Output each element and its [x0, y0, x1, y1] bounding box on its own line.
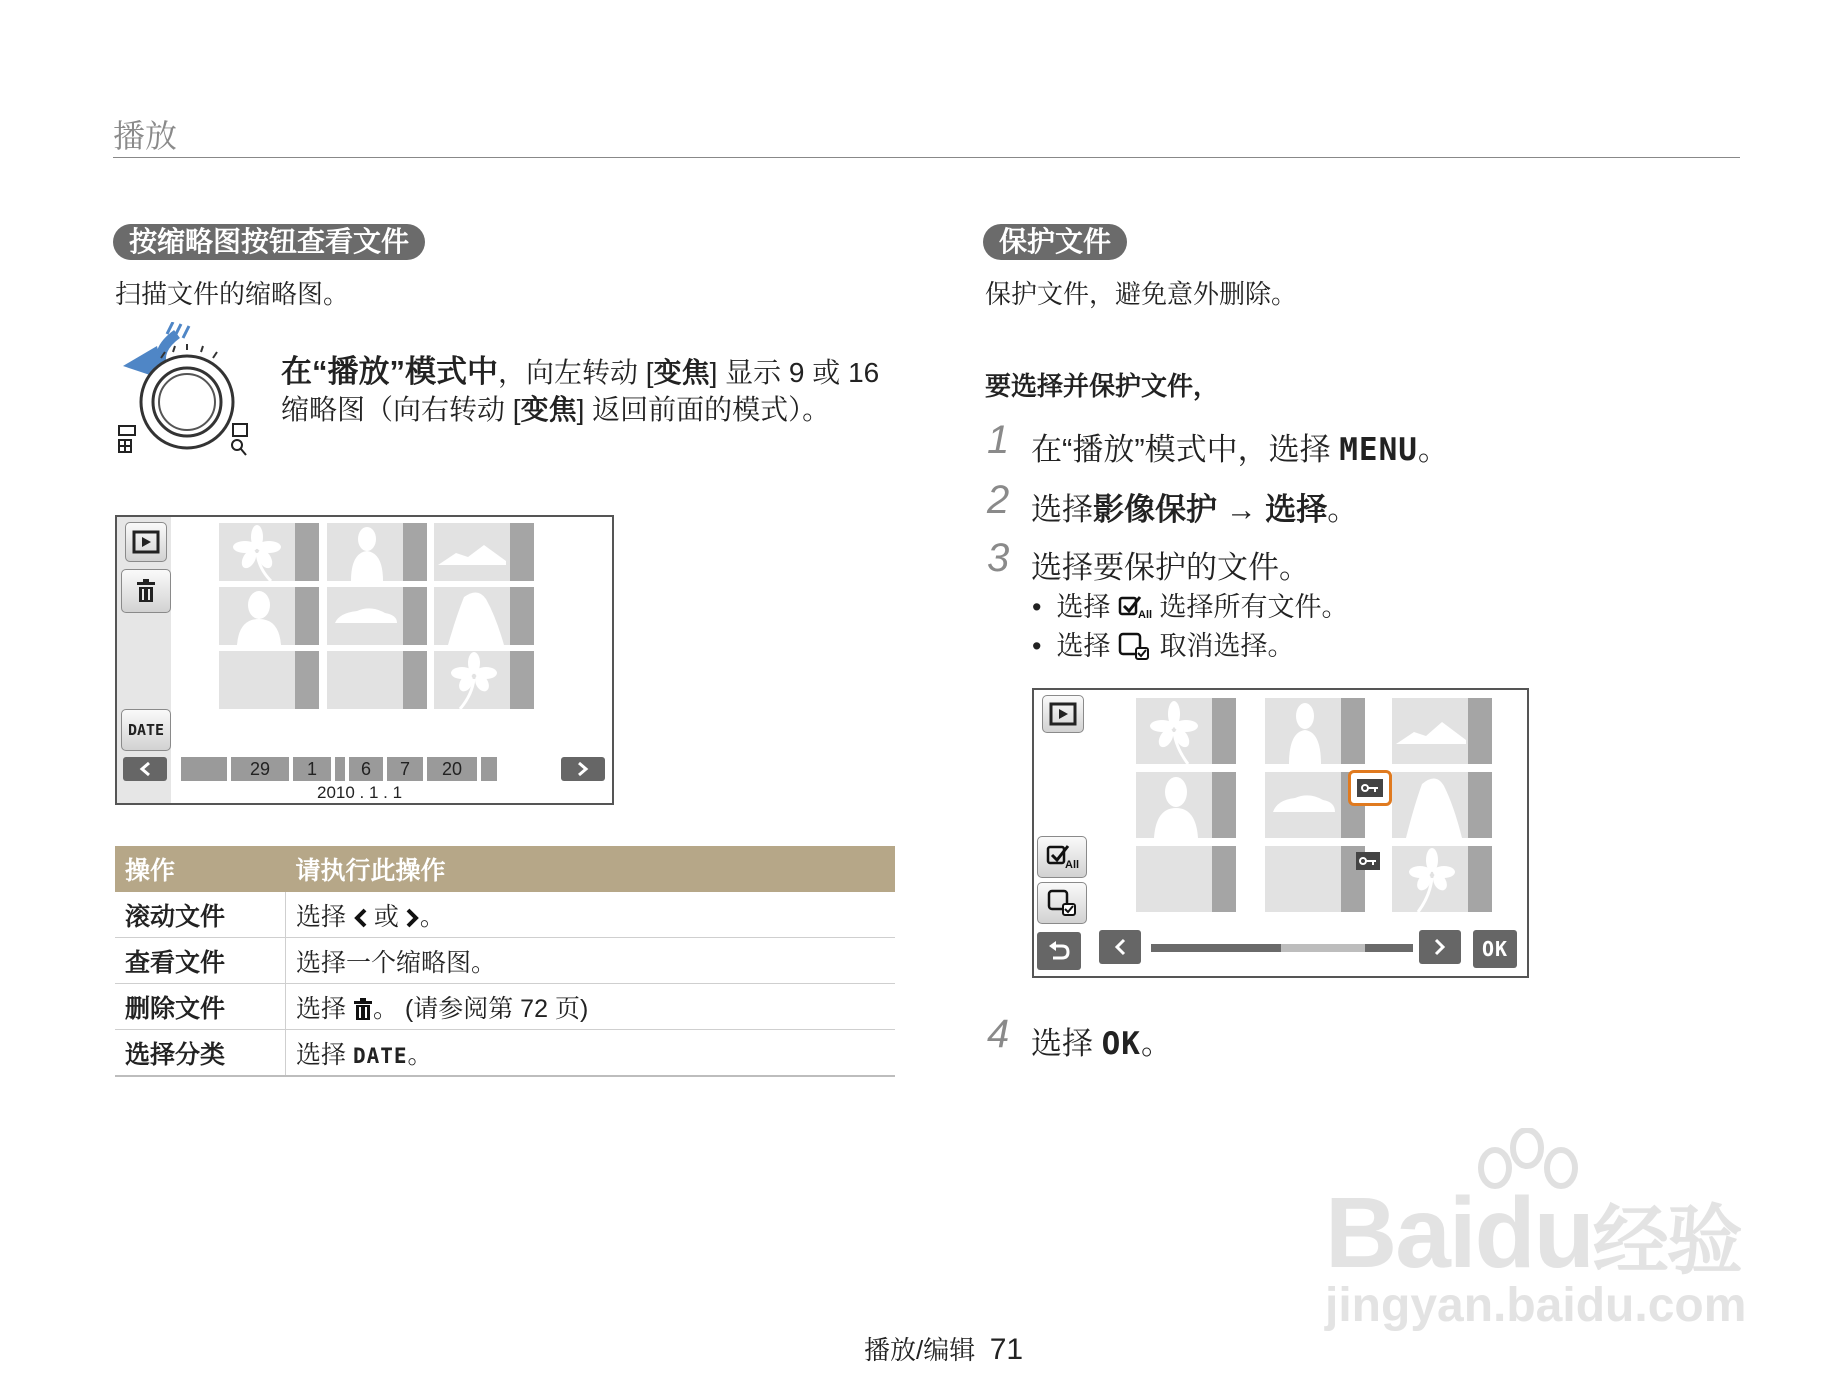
- key-icon: [1356, 852, 1380, 870]
- ok-keyword: OK: [1101, 1026, 1141, 1062]
- instruction-part1: 向左转动 [: [526, 357, 654, 388]
- thumbnail-blank-1[interactable]: [219, 651, 319, 709]
- key-icon: [1357, 779, 1383, 797]
- cell-text: 。 (请参阅第 72 页): [372, 994, 589, 1023]
- scroll-track[interactable]: [1151, 944, 1413, 952]
- page-number: 71: [989, 1333, 1024, 1366]
- cell-text: 选择: [296, 1040, 347, 1069]
- select-all-button[interactable]: [1037, 836, 1087, 878]
- cell-text: 。: [407, 1040, 433, 1069]
- date-keyword: DATE: [352, 1043, 408, 1068]
- step-number: 3: [987, 536, 1010, 580]
- thumbnail-blank-protected[interactable]: [1265, 846, 1365, 912]
- watermark-brand-a: Bai: [1325, 1177, 1475, 1289]
- step-text-part: 在“播放”模式中，选择: [1031, 432, 1340, 467]
- playback-icon: [132, 530, 160, 554]
- right-intro: 保护文件，避免意外删除。: [985, 279, 1298, 309]
- left-intro: 扫描文件的缩略图。: [115, 279, 350, 309]
- step-text-part: 选择: [1031, 1026, 1102, 1061]
- playback-icon: [1049, 702, 1077, 726]
- instruction-line2a: 缩略图（向右转动 [: [281, 394, 521, 425]
- watermark-brand-b: du: [1474, 1177, 1593, 1289]
- select-all-icon: [1118, 594, 1152, 620]
- instruction-bold: 在“播放”模式中: [281, 354, 498, 389]
- back-button[interactable]: [1037, 932, 1081, 970]
- table-cell: 滚动文件: [115, 892, 286, 938]
- thumbnail-screen: [115, 515, 614, 805]
- header-divider: [113, 157, 1740, 158]
- step-number: 1: [987, 418, 1010, 462]
- thumbnail-person-2[interactable]: [219, 587, 319, 645]
- deselect-icon: [1045, 888, 1079, 918]
- footer: [864, 1330, 1023, 1367]
- cell-text: 选择: [296, 994, 347, 1023]
- deselect-button[interactable]: [1037, 882, 1087, 924]
- chevron-right-icon: [406, 908, 420, 928]
- table-row: [115, 1030, 895, 1077]
- operations-table: [115, 846, 895, 1077]
- scroll-thumb[interactable]: [1281, 944, 1365, 952]
- table-cell: 删除文件: [115, 984, 286, 1030]
- playback-button[interactable]: [125, 522, 167, 562]
- bullet-text: 选择: [1056, 631, 1111, 661]
- select-all-icon: [1045, 843, 1079, 871]
- step-text-part: 。: [1327, 492, 1359, 527]
- ok-button[interactable]: OK: [1473, 930, 1517, 968]
- scroll-right-button[interactable]: [1419, 930, 1461, 964]
- chevron-left-icon: [1114, 938, 1126, 956]
- date-timeline: [181, 757, 545, 781]
- step-text-part: 。: [1417, 432, 1449, 467]
- step-text-part: 。: [1140, 1026, 1172, 1061]
- timeline-segment: [481, 757, 497, 781]
- timeline-date[interactable]: 6: [349, 757, 383, 781]
- right-subhead: 要选择并保护文件，: [985, 371, 1220, 401]
- watermark-brand-cn: 经验: [1592, 1199, 1741, 1284]
- footer-chapter: 播放/编辑: [864, 1335, 976, 1365]
- step-number: 4: [987, 1012, 1010, 1056]
- table-header-cell: 操作: [115, 846, 286, 892]
- scroll-left-button[interactable]: [123, 757, 167, 781]
- cell-text: 。: [419, 902, 445, 931]
- step-text-part: 选择: [1031, 492, 1093, 527]
- thumbnail-flower-2[interactable]: [434, 651, 534, 709]
- chevron-right-icon: [1434, 938, 1446, 956]
- timeline-date[interactable]: 29: [231, 757, 289, 781]
- cell-text: 或: [373, 902, 399, 931]
- table-cell: 选择分类: [115, 1030, 286, 1077]
- zoom-keyword: 变焦: [653, 357, 710, 388]
- bullet-deselect: • 选择 取消选择。: [1032, 631, 1295, 661]
- timeline-segment: [181, 757, 227, 781]
- menu-keyword: MENU: [1339, 432, 1418, 468]
- table-header-cell: 请执行此操作: [286, 846, 896, 892]
- table-header-row: [115, 846, 895, 892]
- thumbnail-woman[interactable]: [1392, 772, 1492, 838]
- menu-option: 影像保护: [1093, 492, 1217, 527]
- thumbnail-car[interactable]: [327, 587, 427, 645]
- date-button[interactable]: DATE: [121, 709, 171, 751]
- bullet-text: 选择: [1056, 592, 1111, 622]
- table-cell: [286, 892, 896, 938]
- thumbnail-woman[interactable]: [434, 587, 534, 645]
- playback-button[interactable]: [1042, 695, 1084, 733]
- thumbnail-flower-1[interactable]: [219, 523, 319, 581]
- menu-option: 选择: [1265, 492, 1328, 527]
- thumbnail-mountain[interactable]: [1392, 698, 1492, 764]
- timeline-date[interactable]: 20: [427, 757, 477, 781]
- table-cell: 选择一个缩略图。: [286, 938, 896, 984]
- thumbnail-flower-2[interactable]: [1392, 846, 1492, 912]
- step-4-text: [1031, 1018, 1172, 1063]
- thumbnail-flower-1[interactable]: [1136, 698, 1236, 764]
- protect-screen: [1032, 688, 1529, 978]
- timeline-date[interactable]: 7: [387, 757, 423, 781]
- trash-icon: [353, 998, 373, 1020]
- thumbnail-person-2[interactable]: [1136, 772, 1236, 838]
- section-title: 播放: [113, 118, 178, 154]
- step-2-text: [1031, 484, 1358, 529]
- arrow-text: →: [1217, 492, 1266, 527]
- chevron-left-icon: [353, 908, 367, 928]
- thumbnail-blank-1[interactable]: [1136, 846, 1236, 912]
- watermark-url: jingyan.baidu.com: [1325, 1279, 1747, 1332]
- timeline-date[interactable]: 1: [293, 757, 331, 781]
- back-arrow-icon: [1047, 940, 1071, 962]
- timeline-date-label: 2010 . 1 . 1: [317, 783, 403, 802]
- step-number: 2: [987, 478, 1010, 522]
- step-1-text: [1031, 424, 1449, 469]
- chevron-left-icon: [139, 761, 151, 777]
- bullet-text: 选择所有文件。: [1159, 592, 1349, 622]
- zoom-dial-illustration: [115, 322, 255, 464]
- left-section-pill: 按缩略图按钮查看文件: [113, 224, 425, 260]
- chevron-right-icon: [577, 761, 589, 777]
- bullet-text: 取消选择。: [1159, 631, 1295, 661]
- zoom-keyword-2: 变焦: [520, 394, 577, 425]
- bullet-select-all: • 选择 All 选择所有文件。: [1032, 592, 1349, 622]
- delete-button[interactable]: [121, 569, 171, 613]
- thumbnail-blank-2[interactable]: [327, 651, 427, 709]
- timeline-segment: [335, 757, 345, 781]
- cell-text: 选择: [296, 902, 347, 931]
- table-row: [115, 892, 895, 938]
- instruction-comma: ，: [498, 357, 527, 388]
- step-3-text: 选择要保护的文件。: [1031, 550, 1310, 585]
- instruction-line2b: ] 返回前面的模式）。: [576, 394, 831, 425]
- thumbnail-person-1[interactable]: [1265, 698, 1365, 764]
- scroll-right-button[interactable]: [561, 757, 605, 781]
- table-cell: 查看文件: [115, 938, 286, 984]
- instruction-part2: ] 显示 9 或 16: [709, 357, 880, 388]
- zoom-instruction: [281, 353, 879, 428]
- scroll-left-button[interactable]: [1099, 930, 1141, 964]
- protect-key-highlight: [1348, 770, 1392, 806]
- right-section-pill: 保护文件: [983, 224, 1127, 260]
- svg-text:All: All: [1065, 859, 1079, 871]
- thumbnail-mountain[interactable]: [434, 523, 534, 581]
- watermark-brand: [1325, 1176, 1741, 1291]
- table-cell: [286, 1030, 896, 1077]
- table-cell: [286, 984, 896, 1030]
- deselect-icon: [1118, 632, 1152, 660]
- trash-icon: [135, 579, 157, 603]
- table-row: [115, 984, 895, 1030]
- svg-text:All: All: [1137, 609, 1152, 620]
- thumbnail-person-1[interactable]: [327, 523, 427, 581]
- table-row: [115, 938, 895, 984]
